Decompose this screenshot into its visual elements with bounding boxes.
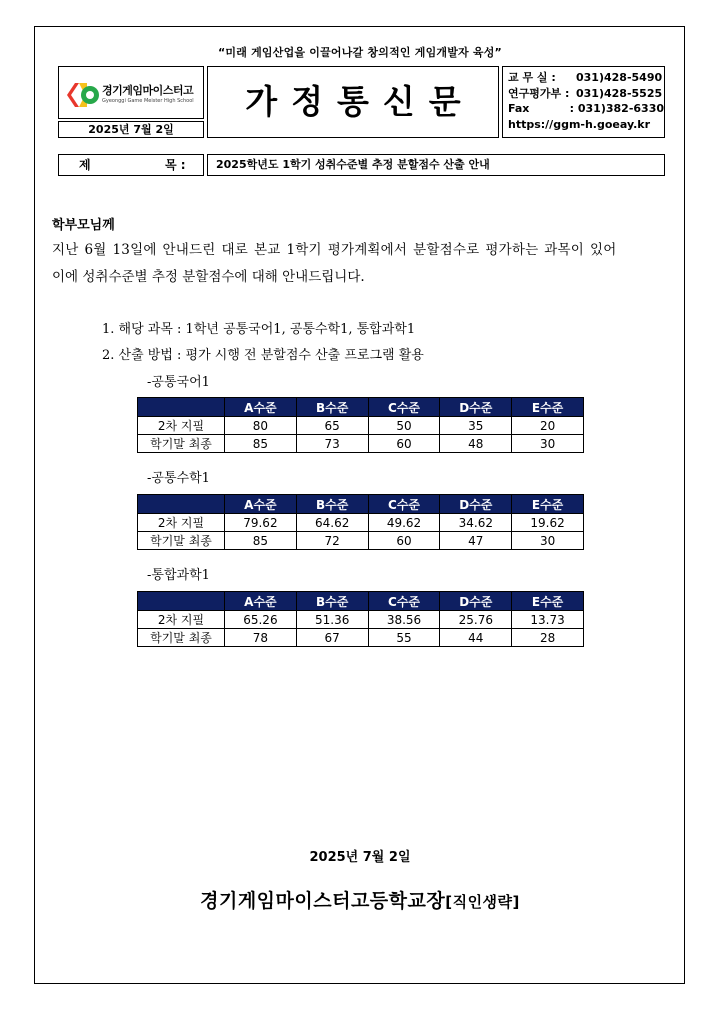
- list-item-subjects: 1. 해당 과목 : 1학년 공통국어1, 공통수학1, 통합과학1: [102, 322, 416, 337]
- table-subject-korean: -공통국어1: [147, 375, 210, 390]
- table-cell: 25.76: [440, 611, 512, 629]
- table-cell: 85: [225, 435, 297, 453]
- contact-row: [508, 86, 664, 102]
- table-row: [138, 611, 584, 629]
- table-header-cell: D수준: [440, 592, 512, 611]
- table-header-cell: A수준: [225, 592, 297, 611]
- table-header-cell: A수준: [225, 398, 297, 417]
- logo-school-name: 경기게임마이스터고: [102, 84, 194, 97]
- school-logo-icon: [65, 80, 99, 110]
- school-motto: “미래 게임산업을 이끌어나갈 창의적인 게임개발자 육성”: [217, 46, 502, 59]
- table-cell: 48: [440, 435, 512, 453]
- contact-value: : 031)382-6330: [569, 102, 664, 115]
- row-label: 학기말 최종: [138, 435, 225, 453]
- table-header-cell: E수준: [512, 592, 584, 611]
- table-cell: 30: [512, 435, 584, 453]
- contact-row: [508, 117, 664, 133]
- table-cell: 67: [296, 629, 368, 647]
- table-subject-science: -통합과학1: [147, 568, 210, 583]
- table-header-cell: C수준: [368, 398, 440, 417]
- table-header-cell: E수준: [512, 495, 584, 514]
- cutoff-table-math: [137, 494, 584, 550]
- table-header-cell: B수준: [296, 495, 368, 514]
- table-cell: 73: [296, 435, 368, 453]
- row-label: 2차 지필: [138, 417, 225, 435]
- table-cell: 34.62: [440, 514, 512, 532]
- table-row: [138, 417, 584, 435]
- table-cell: 20: [512, 417, 584, 435]
- signature-date: 2025년 7월 2일: [309, 850, 411, 865]
- table-header-cell: B수준: [296, 398, 368, 417]
- contact-label: 교 무 실 :: [508, 71, 556, 84]
- table-header-cell: D수준: [440, 398, 512, 417]
- table-cell: 85: [225, 532, 297, 550]
- table-header-row: [138, 495, 584, 514]
- table-cell: 30: [512, 532, 584, 550]
- signer: [0, 886, 720, 913]
- table-header-cell: C수준: [368, 592, 440, 611]
- table-row: [138, 435, 584, 453]
- contact-value: 031)428-5525: [576, 86, 663, 100]
- contact-label: Fax: [508, 102, 530, 115]
- contact-value: 031)428-5490: [576, 71, 663, 84]
- table-header-cell: D수준: [440, 495, 512, 514]
- row-label: 학기말 최종: [138, 532, 225, 550]
- table-cell: 64.62: [296, 514, 368, 532]
- table-header-cell: C수준: [368, 495, 440, 514]
- table-cell: 51.36: [296, 611, 368, 629]
- table-cell: 79.62: [225, 514, 297, 532]
- table-cell: 72: [296, 532, 368, 550]
- table-row: [138, 629, 584, 647]
- table-header-cell: A수준: [225, 495, 297, 514]
- contact-info: [502, 66, 665, 138]
- table-cell: 35: [440, 417, 512, 435]
- row-label: 학기말 최종: [138, 629, 225, 647]
- header-date: 2025년 7월 2일: [58, 121, 204, 138]
- contact-label: 연구평가부 :: [508, 86, 570, 100]
- document-title: 가정통신문: [207, 66, 499, 138]
- greeting: 학부모님께: [52, 218, 115, 233]
- table-cell: 13.73: [512, 611, 584, 629]
- subject-text: 2025학년도 1학기 성취수준별 추정 분할점수 산출 안내: [207, 154, 665, 176]
- table-cell: 47: [440, 532, 512, 550]
- school-logo-box: [58, 66, 204, 119]
- table-header-cell: [138, 398, 225, 417]
- table-cell: 50: [368, 417, 440, 435]
- subject-label-right: 목 :: [165, 158, 186, 172]
- table-cell: 60: [368, 532, 440, 550]
- body-line-1: 지난 6월 13일에 안내드린 대로 본교 1학기 평가계획에서 분할점수로 평가하는 과목이 있어: [52, 242, 617, 258]
- cutoff-table-science: [137, 591, 584, 647]
- table-header-cell: [138, 495, 225, 514]
- table-cell: 44: [440, 629, 512, 647]
- table-cell: 55: [368, 629, 440, 647]
- contact-row: [508, 70, 664, 86]
- table-cell: 60: [368, 435, 440, 453]
- table-row: [138, 514, 584, 532]
- table-subject-math: -공통수학1: [147, 471, 210, 486]
- table-header-row: [138, 398, 584, 417]
- table-cell: 65: [296, 417, 368, 435]
- table-header-cell: [138, 592, 225, 611]
- signer-name: 경기게임마이스터고등학교장: [200, 890, 446, 912]
- table-cell: 19.62: [512, 514, 584, 532]
- row-label: 2차 지필: [138, 514, 225, 532]
- cutoff-table-korean: [137, 397, 584, 453]
- logo-school-subtitle: Gyeonggi Game Meister High School: [102, 98, 194, 104]
- table-header-cell: B수준: [296, 592, 368, 611]
- table-cell: 49.62: [368, 514, 440, 532]
- subject-label: [58, 154, 204, 176]
- contact-row: [508, 101, 664, 117]
- row-label: 2차 지필: [138, 611, 225, 629]
- table-header-row: [138, 592, 584, 611]
- table-cell: 78: [225, 629, 297, 647]
- website-link[interactable]: https://ggm-h.goeay.kr: [508, 117, 651, 131]
- subject-label-left: 제: [79, 158, 91, 172]
- table-row: [138, 532, 584, 550]
- body-line-2: 이에 성취수준별 추정 분할점수에 대해 안내드립니다.: [52, 269, 365, 285]
- table-cell: 38.56: [368, 611, 440, 629]
- seal-omitted: [직인생략]: [445, 893, 520, 911]
- table-cell: 65.26: [225, 611, 297, 629]
- table-cell: 80: [225, 417, 297, 435]
- table-cell: 28: [512, 629, 584, 647]
- table-header-cell: E수준: [512, 398, 584, 417]
- list-item-method: 2. 산출 방법 : 평가 시행 전 분할점수 산출 프로그램 활용: [102, 348, 424, 363]
